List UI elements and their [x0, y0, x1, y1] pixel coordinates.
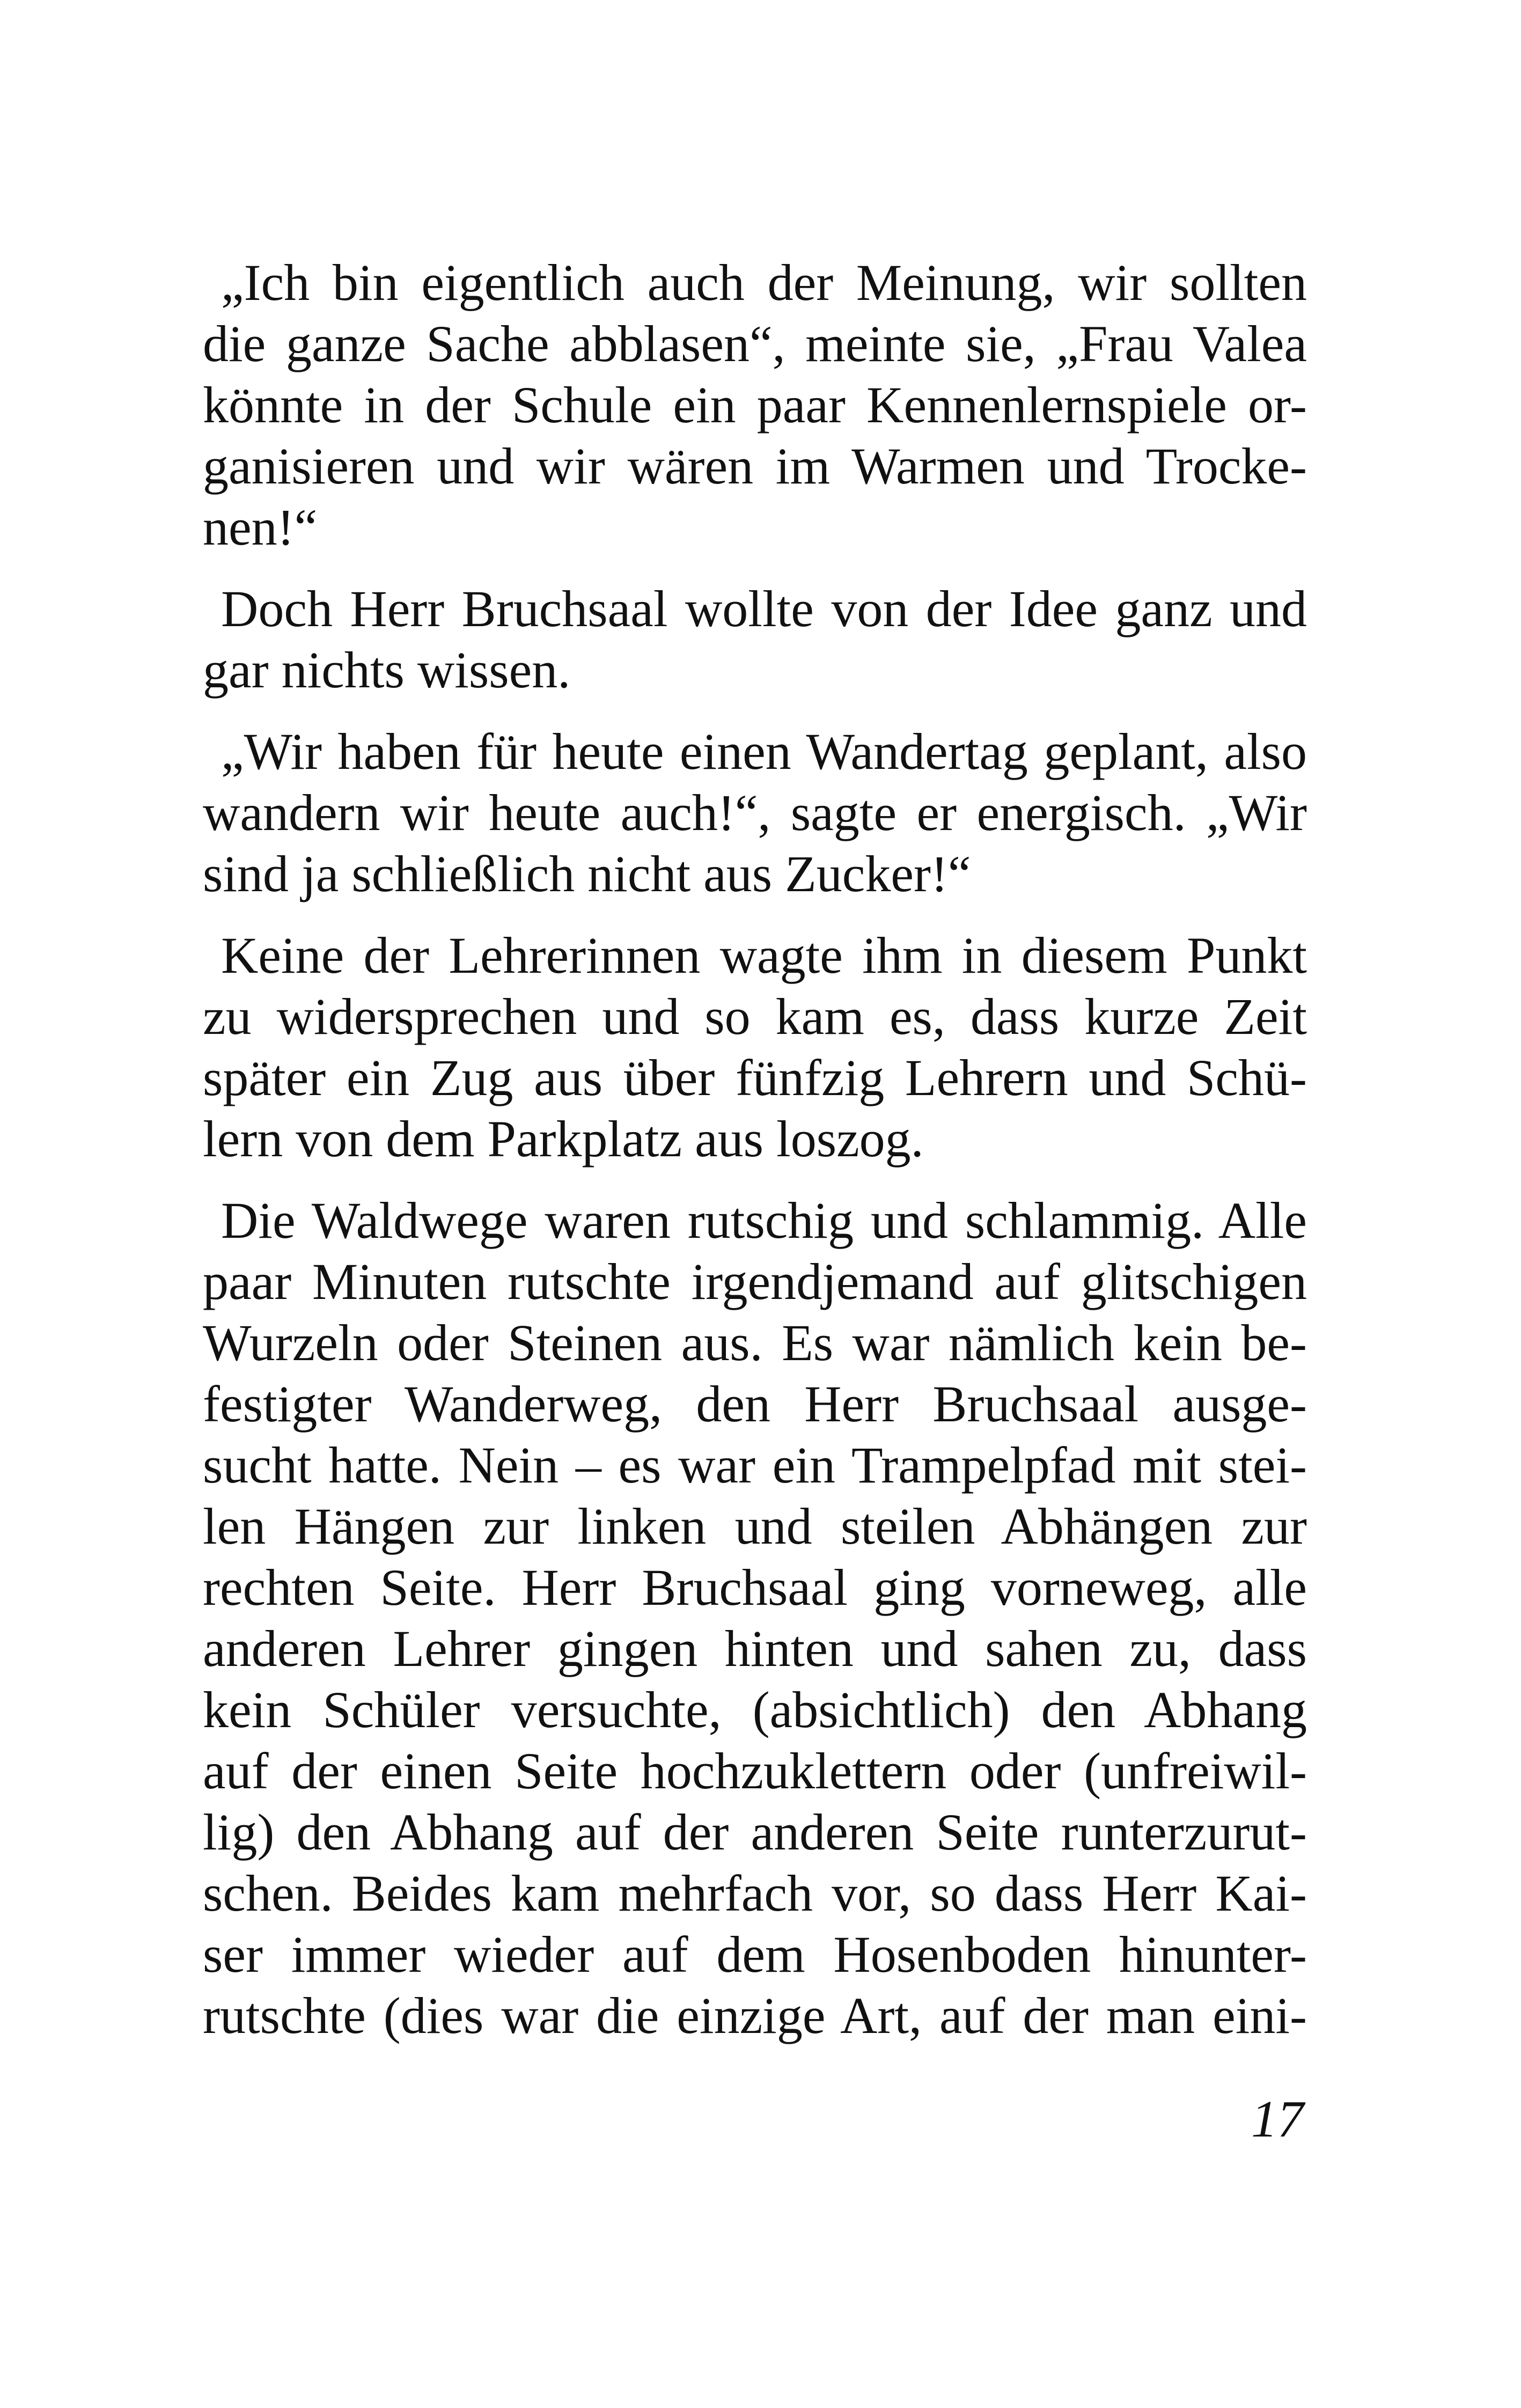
text-line: Doch Herr Bruchsaal wollte von der Idee ganz und	[221, 580, 1307, 637]
text-line: rechten Seite. Herr Bruchsaal ging vorneweg, alle	[203, 1559, 1307, 1616]
text-line: rutschte (dies war die einzige Art, auf der man eini-	[203, 1987, 1307, 2044]
paragraph	[203, 1190, 1307, 2046]
text-line: lern von dem Parkplatz aus loszog.	[203, 1110, 924, 1168]
text-line: „Wir haben für heute einen Wandertag geplant, also	[221, 723, 1307, 780]
text-line: ser immer wieder auf dem Hosenboden hinunter-	[203, 1926, 1307, 1983]
text-line: Die Waldwege waren rutschig und schlammig. Alle	[221, 1192, 1307, 1249]
body-text	[203, 252, 1307, 2067]
text-line: wandern wir heute auch!“, sagte er energisch. „Wir	[203, 784, 1307, 841]
text-line: len Hängen zur linken und steilen Abhängen zur	[203, 1497, 1307, 1555]
text-line: sucht hatte. Nein – es war ein Trampelpfad mit stei-	[203, 1436, 1307, 1494]
text-line: lig) den Abhang auf der anderen Seite runterzurut-	[203, 1803, 1307, 1861]
text-line: schen. Beides kam mehrfach vor, so dass Herr Kai-	[203, 1864, 1307, 1922]
text-line: Wurzeln oder Steinen aus. Es war nämlich kein be-	[203, 1314, 1307, 1371]
text-line: anderen Lehrer gingen hinten und sahen zu, dass	[203, 1620, 1307, 1677]
paragraph	[203, 252, 1307, 558]
paragraph	[203, 721, 1307, 905]
text-line: sind ja schließlich nicht aus Zucker!“	[203, 845, 971, 902]
text-line: gar nichts wissen.	[203, 641, 571, 699]
text-line: später ein Zug aus über fünfzig Lehrern und Schü-	[203, 1049, 1307, 1106]
paragraph	[203, 578, 1307, 701]
text-line: kein Schüler versuchte, (absichtlich) den Abhang	[203, 1681, 1307, 1738]
text-line: Keine der Lehrerinnen wagte ihm in diesem Punkt	[221, 927, 1307, 984]
text-line: ganisieren und wir wären im Warmen und Trocke-	[203, 437, 1307, 495]
text-line: „Ich bin eigentlich auch der Meinung, wir sollten	[221, 254, 1307, 311]
text-line: festigter Wanderweg, den Herr Bruchsaal ausge-	[203, 1375, 1307, 1433]
text-line: auf der einen Seite hochzuklettern oder (unfreiwil-	[203, 1742, 1307, 1800]
text-line: paar Minuten rutschte irgendjemand auf glitschigen	[203, 1253, 1307, 1310]
text-line: nen!“	[203, 498, 318, 556]
text-line: zu widersprechen und so kam es, dass kurze Zeit	[203, 988, 1307, 1045]
page-number: 17	[1251, 2090, 1304, 2148]
text-line: die ganze Sache abblasen“, meinte sie, „Frau Valea	[203, 315, 1307, 372]
paragraph	[203, 925, 1307, 1170]
text-line: könnte in der Schule ein paar Kennenlernspiele or-	[203, 376, 1307, 434]
